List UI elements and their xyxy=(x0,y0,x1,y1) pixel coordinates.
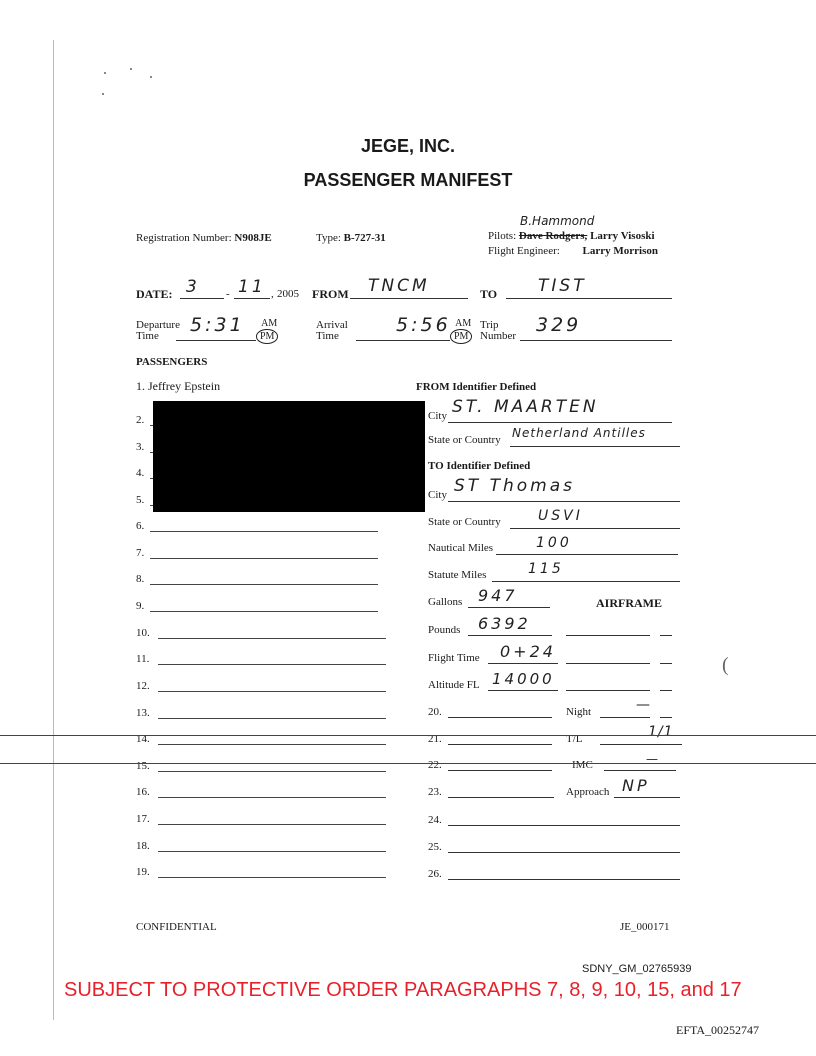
protective-order-notice: SUBJECT TO PROTECTIVE ORDER PARAGRAPHS 7, 8, 9, 10, 15, and 17 xyxy=(64,979,742,1001)
scan-crease-line xyxy=(0,763,816,764)
trip-label xyxy=(480,320,516,342)
to-country-label: State or Country xyxy=(428,516,501,528)
pilot-2: Larry Visoski xyxy=(590,230,655,242)
passenger-row-line xyxy=(150,558,378,559)
redaction-block xyxy=(153,401,425,512)
passenger-row-number: 6. xyxy=(136,520,145,532)
to-city-value: ST Thomas xyxy=(454,476,575,496)
passenger-row-line xyxy=(150,531,378,532)
passenger-row-number: 5. xyxy=(136,494,145,506)
row-21-line xyxy=(448,744,552,745)
approach-label: Approach xyxy=(566,786,610,798)
to-label: TO xyxy=(480,287,498,301)
airframe-time-line xyxy=(566,663,650,664)
imc-value: — xyxy=(646,752,661,766)
imc-label: IMC xyxy=(572,759,593,771)
scan-speck xyxy=(150,76,152,78)
passenger-row-number: 3. xyxy=(136,441,145,453)
pounds-value: 6392 xyxy=(478,614,531,633)
arrival-line xyxy=(356,340,450,341)
gallons-label: Gallons xyxy=(428,596,463,608)
passenger-row-line xyxy=(158,691,386,692)
date-day-line xyxy=(234,298,270,299)
date-month-line xyxy=(180,298,224,299)
nautical-miles-value: 100 xyxy=(536,535,572,551)
gallons-line xyxy=(468,607,550,608)
from-identifier-heading: FROM Identifier Defined xyxy=(416,381,537,393)
row-25-label: 25. xyxy=(428,841,442,853)
to-country-value: USVI xyxy=(538,508,583,524)
airframe-heading: AIRFRAME xyxy=(596,596,662,610)
pilots-label: Pilots: xyxy=(488,230,517,242)
passenger-row-line xyxy=(158,664,386,665)
from-city-line xyxy=(448,422,672,423)
passenger-row-number: 14. xyxy=(136,733,150,745)
pilot-struck: Dave Rodgers, xyxy=(518,230,588,242)
row-26-label: 26. xyxy=(428,868,442,880)
passenger-row-number: 9. xyxy=(136,600,145,612)
efta-id: EFTA_00252747 xyxy=(676,1023,760,1037)
arrival-am: AM xyxy=(455,318,472,329)
trip-label-line1: Trip xyxy=(480,319,499,331)
row-23-label: 23. xyxy=(428,786,442,798)
pounds-label: Pounds xyxy=(428,624,461,636)
arrival-pm: PM xyxy=(450,329,472,344)
passenger-row-line xyxy=(158,718,386,719)
passenger-row-number: 7. xyxy=(136,547,145,559)
airframe-altitude-decimal-line xyxy=(660,690,672,691)
nautical-miles-label: Nautical Miles xyxy=(428,542,494,554)
passenger-row-number: 12. xyxy=(136,680,150,692)
approach-value: NP xyxy=(622,776,650,795)
altitude-value: 14000 xyxy=(492,670,555,688)
departure-pm: PM xyxy=(256,329,278,344)
passengers-heading: PASSENGERS xyxy=(136,356,208,368)
flight-time-line xyxy=(488,663,558,664)
statute-miles-value: 115 xyxy=(528,561,564,577)
row-22-label: 22. xyxy=(428,759,442,771)
pilots-field xyxy=(488,230,655,242)
arrival-label-line1: Arrival xyxy=(316,319,348,331)
from-country-value: Netherland Antilles xyxy=(512,426,646,440)
night-value: — xyxy=(636,697,653,713)
from-value: TNCM xyxy=(368,276,430,296)
to-city-line xyxy=(448,501,680,502)
registration-field xyxy=(136,232,272,244)
from-city-label: City xyxy=(428,410,447,422)
night-decimal-line xyxy=(660,717,672,718)
airframe-time-decimal-line xyxy=(660,663,672,664)
row-20-label: 20. xyxy=(428,706,442,718)
passenger-row-number: 13. xyxy=(136,707,150,719)
arrival-label-line2: Time xyxy=(316,330,339,342)
nautical-miles-line xyxy=(496,554,678,555)
passenger-row-number: 18. xyxy=(136,840,150,852)
passenger-row-number: 10. xyxy=(136,627,150,639)
passenger-row-line xyxy=(158,771,386,772)
tl-value: 1/1 xyxy=(648,724,674,740)
row-20-line xyxy=(448,717,552,718)
to-identifier-heading: TO Identifier Defined xyxy=(428,460,531,472)
row-21-label: 21. xyxy=(428,733,442,745)
tl-label: T/L xyxy=(566,733,583,745)
date-day: 11 xyxy=(238,277,266,297)
passenger-row-number: 4. xyxy=(136,467,145,479)
row-24-line xyxy=(448,825,680,826)
row-22-line xyxy=(448,770,552,771)
arrival-label xyxy=(316,320,348,342)
pounds-line xyxy=(468,635,552,636)
scan-speck xyxy=(130,68,132,70)
passenger-row-number: 2. xyxy=(136,414,145,426)
departure-label xyxy=(136,320,180,342)
passenger-row-number: 17. xyxy=(136,813,150,825)
from-country-label: State or Country xyxy=(428,434,501,446)
airframe-pounds-decimal-line xyxy=(660,635,672,636)
type-label: Type: xyxy=(316,232,341,244)
arrival-value: 5:56 xyxy=(396,314,451,336)
date-comma: , xyxy=(271,288,274,300)
approach-line xyxy=(614,797,680,798)
from-label: FROM xyxy=(312,287,349,301)
passenger-row-number: 15. xyxy=(136,760,150,772)
registration-label: Registration Number: xyxy=(136,232,232,244)
departure-value: 5:31 xyxy=(190,314,245,336)
trip-value: 329 xyxy=(536,314,582,336)
row-23-line xyxy=(448,797,554,798)
statute-miles-line xyxy=(492,581,680,582)
scan-crease-line xyxy=(0,735,816,736)
to-value: TIST xyxy=(538,276,587,296)
date-month: 3 xyxy=(186,277,200,297)
passenger-row-line xyxy=(158,797,386,798)
passenger-row-number: 19. xyxy=(136,866,150,878)
passenger-row-number: 8. xyxy=(136,573,145,585)
date-separator: - xyxy=(226,288,230,300)
altitude-line xyxy=(488,690,558,691)
altitude-label: Altitude FL xyxy=(428,679,480,691)
confidential-label: CONFIDENTIAL xyxy=(136,921,217,933)
flight-time-label: Flight Time xyxy=(428,652,480,664)
passenger-row-line xyxy=(150,611,378,612)
engineer-field xyxy=(488,245,658,257)
sdny-id: SDNY_GM_02765939 xyxy=(582,963,692,975)
passenger-row-number: 11. xyxy=(136,653,150,665)
airframe-pounds-line xyxy=(566,635,650,636)
to-line xyxy=(506,298,672,299)
scan-speck xyxy=(104,72,106,74)
trip-line xyxy=(520,340,672,341)
type-field xyxy=(316,232,386,244)
date-label: DATE: xyxy=(136,287,173,301)
passenger-row-line xyxy=(150,584,378,585)
scan-mark: ( xyxy=(722,654,729,676)
trip-label-line2: Number xyxy=(480,330,517,342)
to-country-line xyxy=(510,528,680,529)
passenger-1: 1. Jeffrey Epstein xyxy=(136,379,221,393)
passenger-row-number: 16. xyxy=(136,786,150,798)
passenger-row-line xyxy=(158,638,386,639)
tl-line xyxy=(600,744,682,745)
passenger-row-line xyxy=(158,824,386,825)
flight-time-value: 0+24 xyxy=(500,642,556,661)
row-25-line xyxy=(448,852,680,853)
night-line xyxy=(600,717,650,718)
from-line xyxy=(350,298,468,299)
imc-line xyxy=(604,770,676,771)
departure-line xyxy=(176,340,256,341)
company-name: JEGE, INC. xyxy=(360,136,456,156)
statute-miles-label: Statute Miles xyxy=(428,569,487,581)
gallons-value: 947 xyxy=(478,586,518,605)
registration-value: N908JE xyxy=(234,232,272,244)
engineer-label: Flight Engineer: xyxy=(488,245,560,257)
arrival-ampm xyxy=(454,318,472,344)
from-country-line xyxy=(510,446,680,447)
date-year: 2005 xyxy=(277,288,299,300)
departure-label-line2: Time xyxy=(136,330,159,342)
passenger-row-line xyxy=(158,877,386,878)
manifest-title: PASSENGER MANIFEST xyxy=(303,170,513,190)
night-label: Night xyxy=(566,706,592,718)
doc-id: JE_000171 xyxy=(620,921,670,933)
engineer-value: Larry Morrison xyxy=(582,245,658,257)
departure-label-line1: Departure xyxy=(136,319,180,331)
from-city-value: ST. MAARTEN xyxy=(452,397,599,417)
scan-speck xyxy=(102,93,104,95)
to-city-label: City xyxy=(428,489,447,501)
row-24-label: 24. xyxy=(428,814,442,826)
airframe-altitude-line xyxy=(566,690,650,691)
row-26-line xyxy=(448,879,680,880)
passenger-row-line xyxy=(158,744,386,745)
type-value: B-727-31 xyxy=(343,232,386,244)
pilot-handwritten: B.Hammond xyxy=(520,214,595,228)
departure-am: AM xyxy=(261,318,278,329)
departure-ampm xyxy=(260,318,278,344)
passenger-row-line xyxy=(158,851,386,852)
